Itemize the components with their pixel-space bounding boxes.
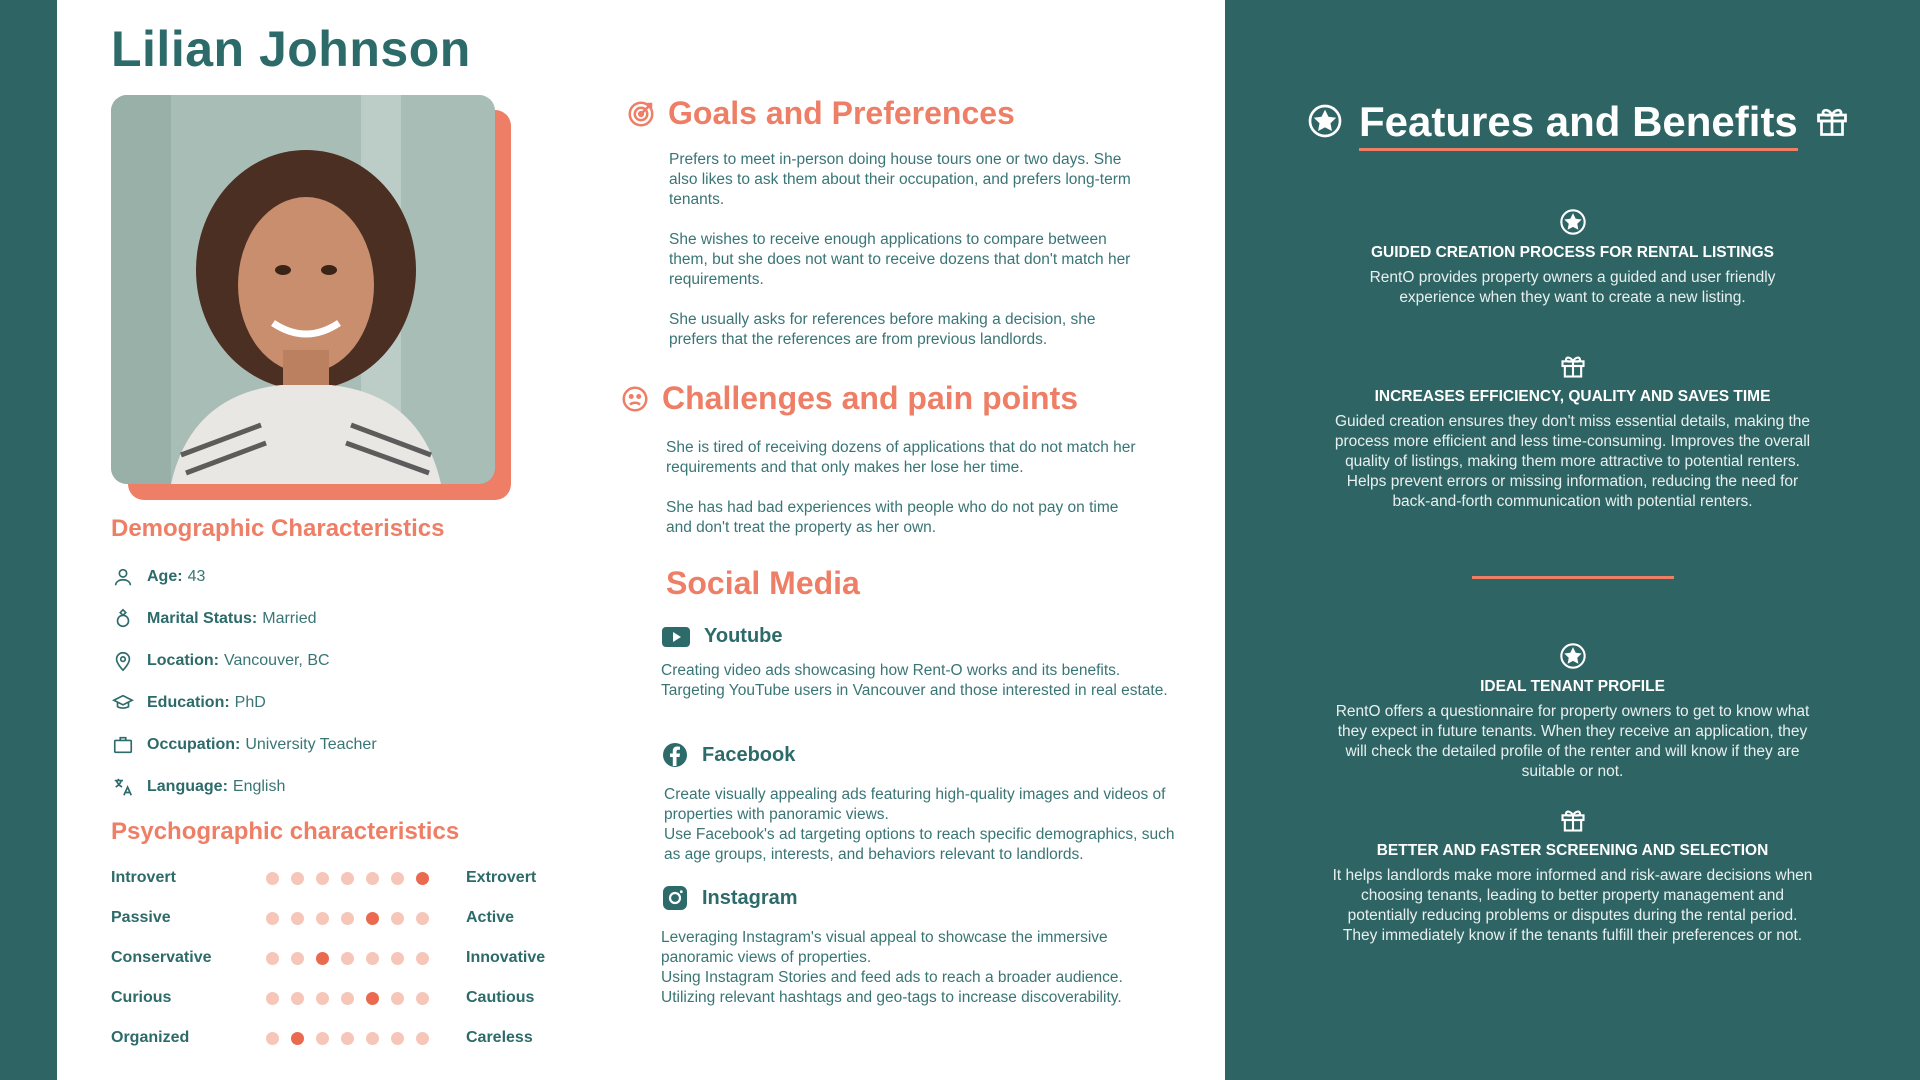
rating-dot-selected — [366, 912, 379, 925]
star-icon — [1307, 101, 1343, 149]
facebook-description: Create visually appealing ads featuring high-quality images and videos of properties with panoramic views. Use Facebook's ad targeting options to reach specific demographics, such as age groups, interests, and behaviors relevant to landlords. — [664, 786, 1175, 863]
rating-dot — [266, 1032, 279, 1045]
rating-dot — [316, 912, 329, 925]
trait-right-label: Innovative — [466, 949, 546, 966]
feature-item — [1330, 352, 1815, 512]
youtube-description: Creating video ads showcasing how Rent-O works and its benefits. Targeting YouTube users in Vancouver and those interested in real estate. — [661, 662, 1168, 699]
trait-scale — [266, 1032, 466, 1045]
trait-scale — [266, 872, 466, 885]
sad-face-icon — [620, 384, 650, 414]
youtube-icon — [662, 627, 690, 647]
persona-name: Lilian Johnson — [111, 21, 471, 77]
psychographic-row — [111, 858, 571, 898]
rating-dot — [266, 872, 279, 885]
demographics-list — [111, 556, 531, 808]
feature-title: BETTER AND FASTER SCREENING AND SELECTION — [1376, 842, 1769, 859]
trait-right-label: Active — [466, 909, 515, 926]
youtube-heading: Youtube — [662, 625, 783, 648]
feature-description: RentO offers a questionnaire for property owners to get to know what they expect in future tenants. When they receive an application, they will check the detailed profile of the renter and will know if they are suitable or not. — [1335, 703, 1810, 780]
instagram-icon — [662, 885, 688, 911]
rating-dot — [391, 952, 404, 965]
demographic-education: Education: PhD — [111, 682, 531, 724]
rating-dot — [291, 992, 304, 1005]
goals-heading — [626, 95, 1015, 132]
trait-right-label: Extrovert — [466, 869, 537, 886]
goals-paragraph: She wishes to receive enough applications to compare between them, but she does not want to receive dozens that don't match her requirements. — [669, 231, 1131, 288]
rating-dot-selected — [366, 992, 379, 1005]
rating-dot — [266, 912, 279, 925]
star-icon — [1330, 208, 1815, 236]
trait-left-label: Curious — [111, 989, 172, 1006]
challenges-paragraph: She is tired of receiving dozens of applications that do not match her requirements and that only makes her lose her time. — [666, 439, 1136, 476]
rating-dot — [341, 912, 354, 925]
psychographics-title: Psychographic characteristics — [111, 818, 460, 845]
rating-dot — [416, 952, 429, 965]
rating-dot — [366, 1032, 379, 1045]
features-heading — [1307, 98, 1850, 151]
rating-dot — [341, 1032, 354, 1045]
challenges-paragraph: She has had bad experiences with people who do not pay on time and don't treat the property as her own. — [666, 499, 1119, 536]
rating-dot — [316, 1032, 329, 1045]
trait-right-label: Cautious — [466, 989, 535, 1006]
demographic-location: Location: Vancouver, BC — [111, 640, 531, 682]
facebook-heading: Facebook — [662, 742, 795, 768]
gift-icon — [1330, 352, 1815, 380]
rating-dot — [416, 992, 429, 1005]
goals-paragraph: Prefers to meet in-person doing house tours one or two days. She also likes to ask them about their occupation, and prefers long-term tenants. — [669, 151, 1131, 208]
rating-dot — [366, 952, 379, 965]
trait-scale — [266, 912, 466, 925]
gift-icon — [1330, 806, 1815, 834]
trait-left-label: Organized — [111, 1029, 190, 1046]
feature-title: GUIDED CREATION PROCESS FOR RENTAL LISTINGS — [1370, 244, 1775, 261]
rating-dot — [341, 952, 354, 965]
ring-icon — [111, 607, 135, 631]
rating-dot — [391, 912, 404, 925]
section-divider — [1472, 576, 1674, 579]
rating-dot — [391, 872, 404, 885]
rating-dot — [391, 992, 404, 1005]
person-icon — [111, 565, 135, 589]
feature-description: It helps landlords make more informed and risk-aware decisions when choosing tenants, leading to better property management and potentially reducing problems or disputes during the rental period. They immediately know if the tenants fulfill their preferences or not. — [1332, 867, 1813, 944]
rating-dot — [316, 992, 329, 1005]
facebook-icon — [662, 742, 688, 768]
demographic-language: Language: English — [111, 766, 531, 808]
challenges-title: Challenges and pain points — [662, 380, 1079, 416]
portrait-image — [111, 95, 495, 484]
feature-title: INCREASES EFFICIENCY, QUALITY AND SAVES TIME — [1374, 388, 1771, 405]
feature-item — [1330, 208, 1815, 308]
feature-title: IDEAL TENANT PROFILE — [1480, 678, 1665, 695]
trait-left-label: Conservative — [111, 949, 212, 966]
rating-dot — [291, 872, 304, 885]
rating-dot-selected — [291, 1032, 304, 1045]
rating-dot-selected — [416, 872, 429, 885]
psychographic-row — [111, 938, 571, 978]
instagram-heading: Instagram — [662, 885, 798, 911]
rating-dot — [416, 1032, 429, 1045]
rating-dot-selected — [316, 952, 329, 965]
persona-photo — [111, 95, 511, 500]
rating-dot — [316, 872, 329, 885]
rating-dot — [266, 992, 279, 1005]
rating-dot — [291, 912, 304, 925]
target-icon — [626, 99, 656, 129]
social-media-title: Social Media — [666, 565, 860, 601]
gift-icon — [1814, 101, 1850, 149]
feature-description: RentO provides property owners a guided and user friendly experience when they want to create a new listing. — [1369, 269, 1776, 306]
psychographics-list — [111, 858, 571, 1058]
graduation-cap-icon — [111, 691, 135, 715]
trait-left-label: Passive — [111, 909, 171, 926]
feature-item — [1330, 642, 1815, 782]
psychographic-row — [111, 978, 571, 1018]
trait-right-label: Careless — [466, 1029, 533, 1046]
goals-title: Goals and Preferences — [668, 95, 1015, 131]
rating-dot — [416, 912, 429, 925]
demographic-age: Age: 43 — [111, 556, 531, 598]
rating-dot — [341, 992, 354, 1005]
rating-dot — [266, 952, 279, 965]
demographic-marital-status: Marital Status: Married — [111, 598, 531, 640]
rating-dot — [341, 872, 354, 885]
feature-item — [1330, 806, 1815, 946]
trait-left-label: Introvert — [111, 869, 176, 886]
demographics-title: Demographic Characteristics — [111, 515, 445, 542]
translate-icon — [111, 775, 135, 799]
psychographic-row — [111, 1018, 571, 1058]
feature-description: Guided creation ensures they don't miss essential details, making the process more efficient and less time-consuming. Improves the overall quality of listings, making them more attractive to potential renters. Helps prevent errors or missing information, reducing the need for back-and-forth communication with potential renters. — [1334, 413, 1811, 510]
star-icon — [1330, 642, 1815, 670]
briefcase-icon — [111, 733, 135, 757]
demographic-occupation: Occupation: University Teacher — [111, 724, 531, 766]
trait-scale — [266, 952, 466, 965]
instagram-description: Leveraging Instagram's visual appeal to showcase the immersive panoramic views of properties. Using Instagram Stories and feed ads to reach a broader audience. Utilizing relevant hashtags and geo-tags to increase discoverability. — [661, 929, 1123, 1006]
rating-dot — [391, 1032, 404, 1045]
rating-dot — [291, 952, 304, 965]
challenges-heading — [620, 380, 1078, 417]
features-title: Features and Benefits — [1359, 98, 1798, 151]
trait-scale — [266, 992, 466, 1005]
rating-dot — [366, 872, 379, 885]
location-pin-icon — [111, 649, 135, 673]
goals-paragraph: She usually asks for references before making a decision, she prefers that the references are from previous landlords. — [669, 311, 1096, 348]
psychographic-row — [111, 898, 571, 938]
